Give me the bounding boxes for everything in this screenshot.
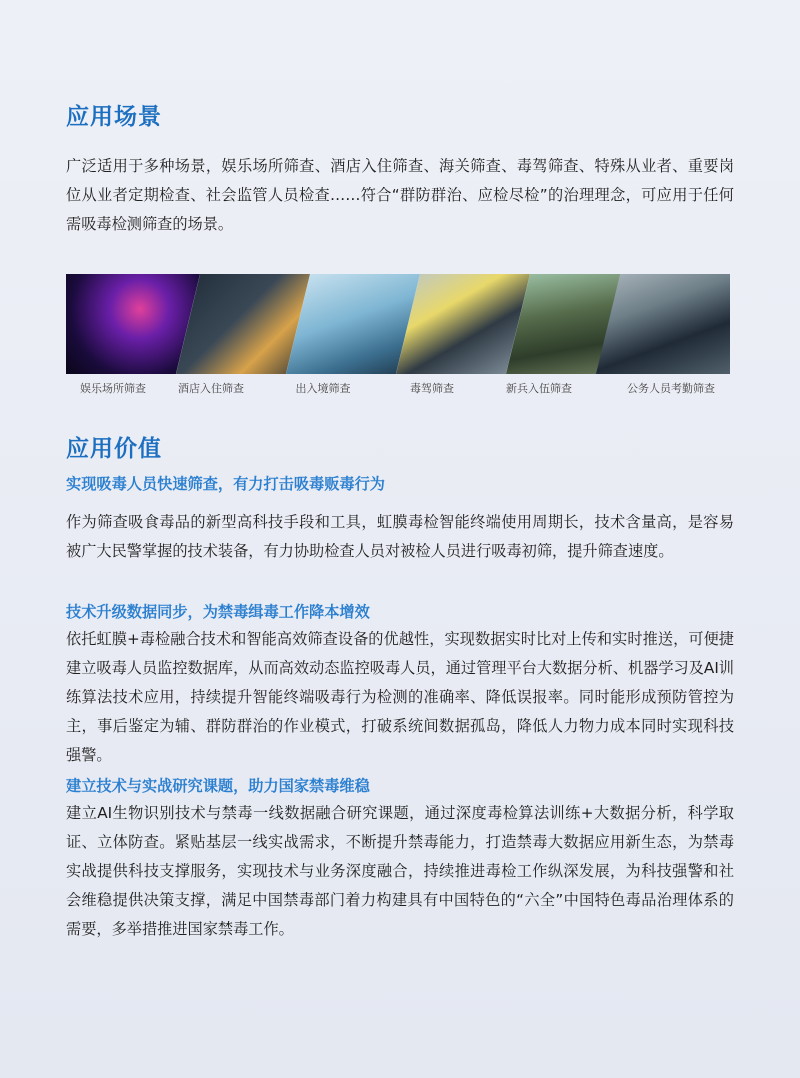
value-body-1: 作为筛查吸食毒品的新型高科技手段和工具，虹膜毒检智能终端使用周期长，技术含量高，是容易被广大民警掌握的技术装备，有力协助检查人员对被检人员进行吸毒初筛，提升筛查速度。	[66, 513, 734, 560]
caption-4: 毒驾筛查	[410, 382, 454, 395]
caption-2: 酒店入住筛查	[178, 382, 244, 395]
caption-6: 公务人员考勤筛查	[627, 382, 715, 395]
scenarios-paragraph: 广泛适用于多种场景，娱乐场所筛查、酒店入住筛查、海关筛查、毒驾筛查、特殊从业者、重要岗位从业者定期检查、社会监管人员检查……符合“群防群治、应检尽检”的治理理念，可应用于任何需吸毒检测筛查的场景。	[66, 157, 734, 233]
section-title-scenarios: 应用场景	[66, 104, 162, 130]
photo-captions	[66, 380, 730, 400]
value-body-2: 依托虹膜+毒检融合技术和智能高效筛查设备的优越性，实现数据实时比对上传和实时推送，可便捷建立吸毒人员监控数据库，从而高效动态监控吸毒人员，通过管理平台大数据分析、机器学习及AI训练算法技术应用，持续提升智能终端吸毒行为检测的准确率、降低误报率。同时能形成预防管控为主，事后鉴定为辅、群防群治的作业模式，打破系统间数据孤岛，降低人力物力成本同时实现科技强警。	[66, 630, 734, 764]
section-title-value: 应用价值	[66, 436, 162, 462]
value-heading-2: 技术升级数据同步，为禁毒缉毒工作降本增效	[66, 603, 370, 621]
caption-5: 新兵入伍筛查	[506, 382, 572, 395]
value-heading-3: 建立技术与实战研究课题，助力国家禁毒维稳	[66, 777, 370, 795]
scenario-photo-strip	[66, 274, 730, 374]
caption-1: 娱乐场所筛查	[80, 382, 146, 395]
value-heading-1: 实现吸毒人员快速筛查，有力打击吸毒贩毒行为	[66, 475, 385, 493]
caption-3: 出入境筛查	[295, 382, 351, 395]
value-body-3: 建立AI生物识别技术与禁毒一线数据融合研究课题，通过深度毒检算法训练+大数据分析，科学取证、立体防查。紧贴基层一线实战需求，不断提升禁毒能力，打造禁毒大数据应用新生态，为禁毒实战提供科技支撑服务，实现技术与业务深度融合，持续推进毒检工作纵深发展，为科技强警和社会维稳提供决策支撑，满足中国禁毒部门着力构建具有中国特色的“六全”中国特色毒品治理体系的需要，多举措推进国家禁毒工作。	[66, 804, 734, 938]
